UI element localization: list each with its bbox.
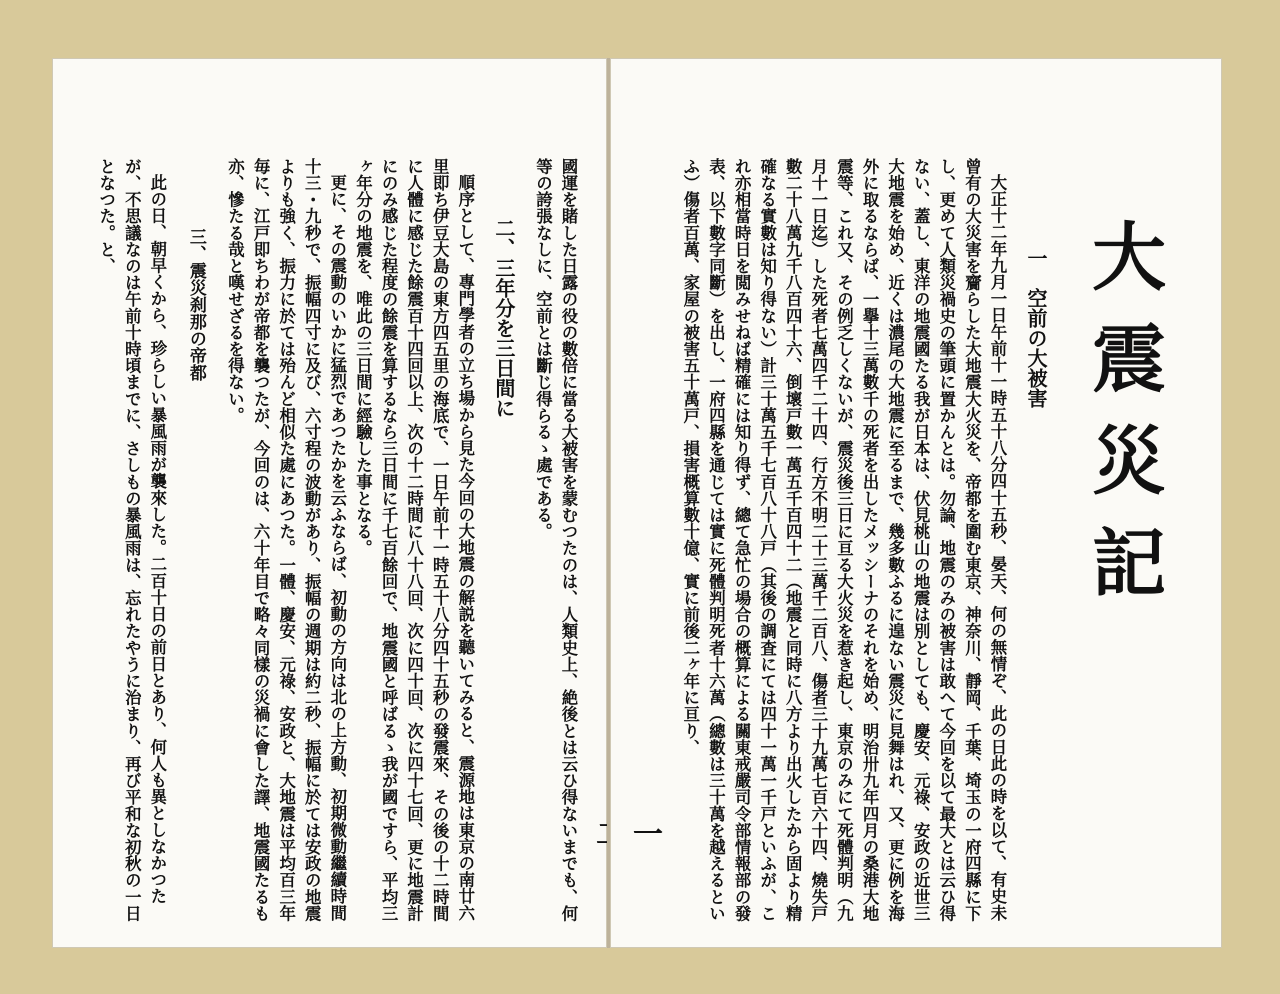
opening-paragraph: 國運を賭した日露の役の數倍に當る大被害を蒙むつたのは、人類史上、絶後とは云ひ得ないまでも、何等の誇張なしに、空前とは斷じ得らるゝ處である。	[533, 158, 578, 922]
left-page-text	[82, 158, 581, 928]
right-page-text	[650, 158, 1062, 928]
section-2-heading: 二、三年分を三日間に	[491, 218, 516, 418]
section-3-paragraph-1: 此の日、朝早くから、珍らしい暴風雨が襲來した。二百十日の前日とあり、何人も異としなかつたが、不思議なのは午前十時頃までに、さしもの暴風雨は、忘れたやうに治まり、再び平和な初秋の一日となつた。と、	[96, 158, 167, 922]
section-3-heading: 三、震災刹那の帝都	[185, 228, 206, 381]
book-spread	[52, 58, 1222, 948]
section-1-paragraph-1: 大正十二年九月一日午前十一時五十八分四十五秒、晏天、何の無情ぞ、此の日此の時を以て、有史未曾有の大災害を齎らした大地震大火災を、帝都を圍む東京、神奈川、靜岡、千葉、埼玉の一府四縣に下し、更めて人類災禍史の筆頭に置かんとは。勿論、地震のみの被害は敢へて今回を以て最大とは云ひ得ない、蓋し、東洋の地震國たる我が日本は、伏見桃山の地震は別としても、慶安、元祿、安政の近世三大地震を始め、近くは濃尾の大地震に至るまで、幾多數ふるに遑ない震災に見舞はれ、又、更に例を海外に取るならば、一擧十三萬數千の死者を出したメッシーナのそれを始め、明治卅九年四月の桑港大地震等、これ又、その例乏しくないが、震災後三日に亘る大火災を惹き起し、東京のみにて死體判明（九月十一日迄）した死者七萬四千二十四、行方不明二十三萬千二百八、傷者三十九萬七百六十四、燒失戸數二十八萬九千八百四十六、倒壞戸數一萬五千百四十二（地震と同時に八方より出火したから固より精確なる實數は知り得ない）計三十萬五千七百八十八戸（其後の調査にては四十一萬一千戸といふが、これ亦相當時日を閲みせねば精確には知り得ず、總て急忙の場合の概算による關東戒嚴司令部情報部の發表、以下數字同斷）を出し、一府四縣を通じては實に死體判明死者十六萬（總數は三十萬を越えるといふ）傷者百萬、家屋の被害五十萬戸、損害概算數十億、實に前後二ヶ年に亘り、	[680, 158, 1007, 922]
right-page	[610, 58, 1222, 948]
section-1-heading: 一 空前の大被害	[1024, 248, 1048, 408]
section-2-paragraph-2: 更に、その震動のいかに猛烈であつたかを云ふならば、初動の方向は北の上方動、初期微動繼續時間十三・九秒で、振幅四寸に及び、六寸程の波動があり、振幅の週期は約二秒、振幅に於ては安政の地震よりも強く、振力に於ては殆んど相似た處にあつた。一體、慶安、元祿、安政と、大地震は平均百三年毎に、江戸即ちわが帝都を襲つたが、今回のは、六十年目で略々同樣の災禍に會した譯、地震國たるも亦、慘たる哉と嘆せざるを得ない。	[225, 158, 347, 922]
left-page	[52, 58, 607, 948]
book-title: 大震災記	[1080, 218, 1166, 626]
section-2-paragraph-1: 順序として、專門學者の立ち場から見た今回の大地震の解説を聽いてみると、震源地は東京の南廿六里即ち伊豆大島の東方四五里の海底で、一日午前十一時五十八分四十五秒の發震來、その後の十二時間に人體に感じた餘震百十四回以上、次の十二時間に八十八回、次に四十回、次に四十七回、更に地震計にのみ感じた程度の餘震を算するなら三日間に千七百餘回で、地震國と呼ばるゝ我が國ですら、平均三ヶ年分の地震を、唯此の三日間に經驗した事となる。	[353, 158, 475, 922]
right-page-number: 一	[627, 818, 662, 848]
